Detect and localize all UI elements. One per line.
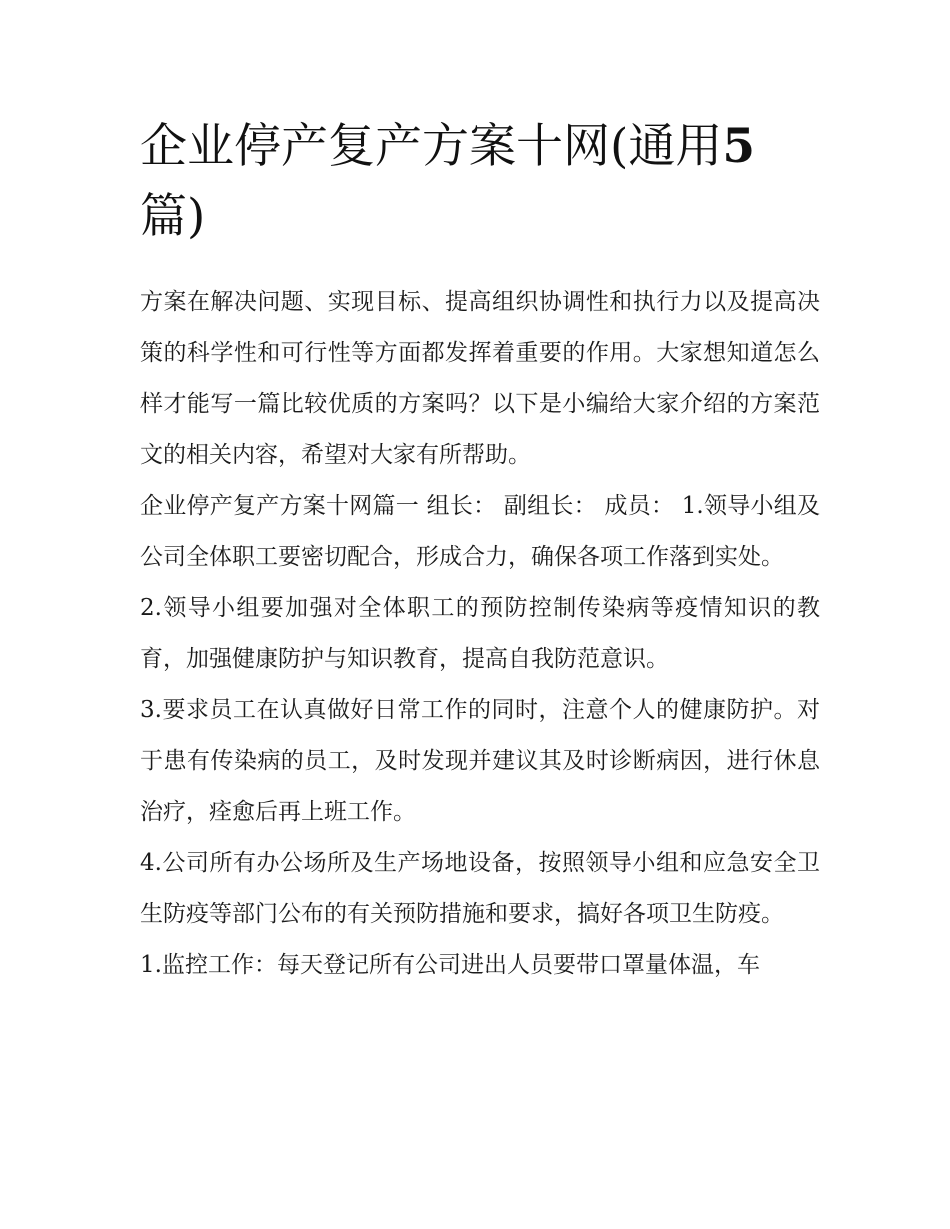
item-4-paragraph: 4.公司所有办公场所及生产场地设备，按照领导小组和应急安全卫生防疫等部门公布的有关预防措施和要求，搞好各项卫生防疫。 <box>140 850 820 927</box>
document-body <box>140 112 820 991</box>
intro-paragraph: 方案在解决问题、实现目标、提高组织协调性和执行力以及提高决策的科学性和可行性等方面都发挥着重要的作用。大家想知道怎么样才能写一篇比较优质的方案吗？以下是小编给大家介绍的方案范文的相关内容，希望对大家有所帮助。 <box>140 289 820 468</box>
monitoring-paragraph: 1.监控工作：每天登记所有公司进出人员要带口罩量体温，车 <box>140 952 760 978</box>
item-2-paragraph: 2.领导小组要加强对全体职工的预防控制传染病等疫情知识的教育，加强健康防护与知识教育，提高自我防范意识。 <box>140 595 820 672</box>
document-title: 企业停产复产方案十网(通用5篇) <box>140 119 756 244</box>
item-3-paragraph: 3.要求员工在认真做好日常工作的同时，注意个人的健康防护。对于患有传染病的员工，及时发现并建议其及时诊断病因，进行休息治疗，痊愈后再上班工作。 <box>140 697 820 825</box>
section-one-paragraph: 企业停产复产方案十网篇一 组长： 副组长： 成员： 1.领导小组及公司全体职工要密切配合，形成合力，确保各项工作落到实处。 <box>140 493 820 570</box>
